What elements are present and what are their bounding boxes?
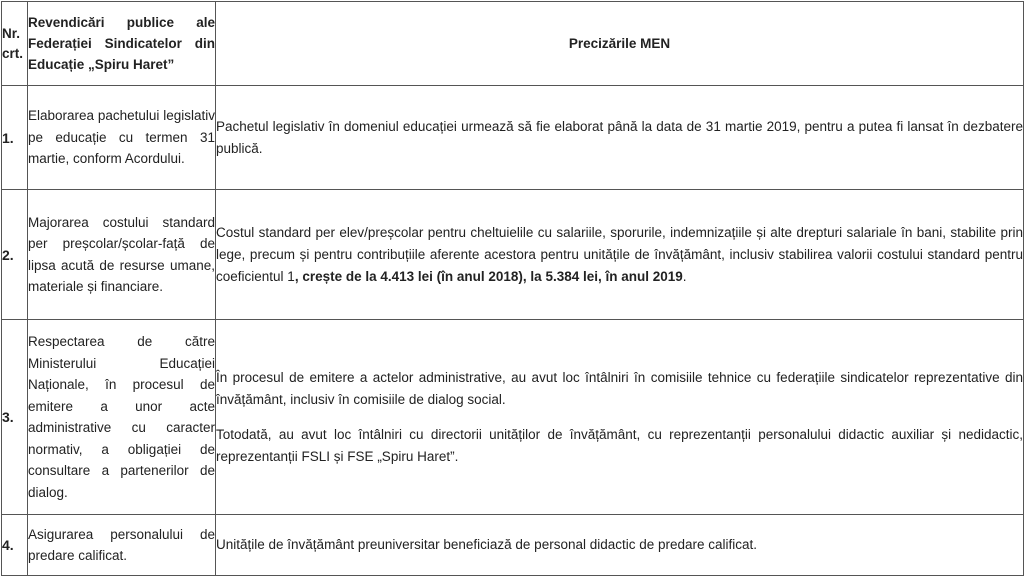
claim-text: Asigurarea personalului de predare calificat. <box>28 515 216 576</box>
table-row <box>2 190 1024 320</box>
clarification-paragraph: Totodată, au avut loc întâlniri cu directorii unităților de învățământ, cu reprezentanții personalului didactic auxiliar și nedidactic, reprezentanții FSLI și FSE „Spiru Haret”. <box>216 426 1023 464</box>
table-row <box>2 86 1024 190</box>
header-precizari: Precizările MEN <box>216 2 1024 86</box>
clarification-text <box>216 320 1024 515</box>
table-header-row <box>2 2 1024 86</box>
clarification-paragraph: În procesul de emitere a actelor administrative, au avut loc întâlniri în comisiile tehnice cu federațiile sindicatelor reprezentative din învățământ, inclusiv în comisiile de dialog social. <box>216 369 1023 407</box>
claims-table <box>1 1 1024 576</box>
claim-text: Respectarea de către Ministerului Educației Naționale, în procesul de emitere a unor acte administrative cu caracter normativ, a obligației de consultare a partenerilor de dialog. <box>28 320 216 515</box>
table-row <box>2 515 1024 576</box>
claim-text: Majorarea costului standard per preșcolar/școlar-față de lipsa acută de resurse umane, materiale și financiare. <box>28 190 216 320</box>
clarification-text <box>216 86 1024 190</box>
row-number: 4. <box>2 515 28 576</box>
clarification-plain: Costul standard per elev/preșcolar pentru cheltuielile cu salariile, sporurile, indemnizațiile și alte drepturi salariale în bani, stabilite prin lege, precum și pentru contribuțiile aferente acestora pentru unitățile de învățământ, inclusiv stabilirea valorii costului standard pentru coeficientul 1 <box>216 224 1023 284</box>
header-revendicari: Revendicări publice ale Federației Sindicatelor din Educație „Spiru Haret” <box>28 2 216 86</box>
clarification-bold: , crește de la 4.413 lei (în anul 2018), la 5.384 lei, în anul 2019 <box>294 268 683 284</box>
clarification-paragraph: Unitățile de învățământ preuniversitar beneficiază de personal didactic de predare calificat. <box>216 537 758 552</box>
row-number: 1. <box>2 86 28 190</box>
claim-text: Elaborarea pachetului legislativ pe educație cu termen 31 martie, conform Acordului. <box>28 86 216 190</box>
row-number: 2. <box>2 190 28 320</box>
clarification-text <box>216 190 1024 320</box>
table-row <box>2 320 1024 515</box>
clarification-text <box>216 515 1024 576</box>
clarification-end: . <box>682 268 687 284</box>
header-nr-crt: Nr. crt. <box>2 2 28 86</box>
clarification-paragraph: Pachetul legislativ în domeniul educației urmează să fie elaborat până la data de 31 martie 2019, pentru a putea fi lansat în dezbatere publică. <box>216 118 1023 156</box>
row-number: 3. <box>2 320 28 515</box>
clarification-paragraph <box>216 222 1023 288</box>
